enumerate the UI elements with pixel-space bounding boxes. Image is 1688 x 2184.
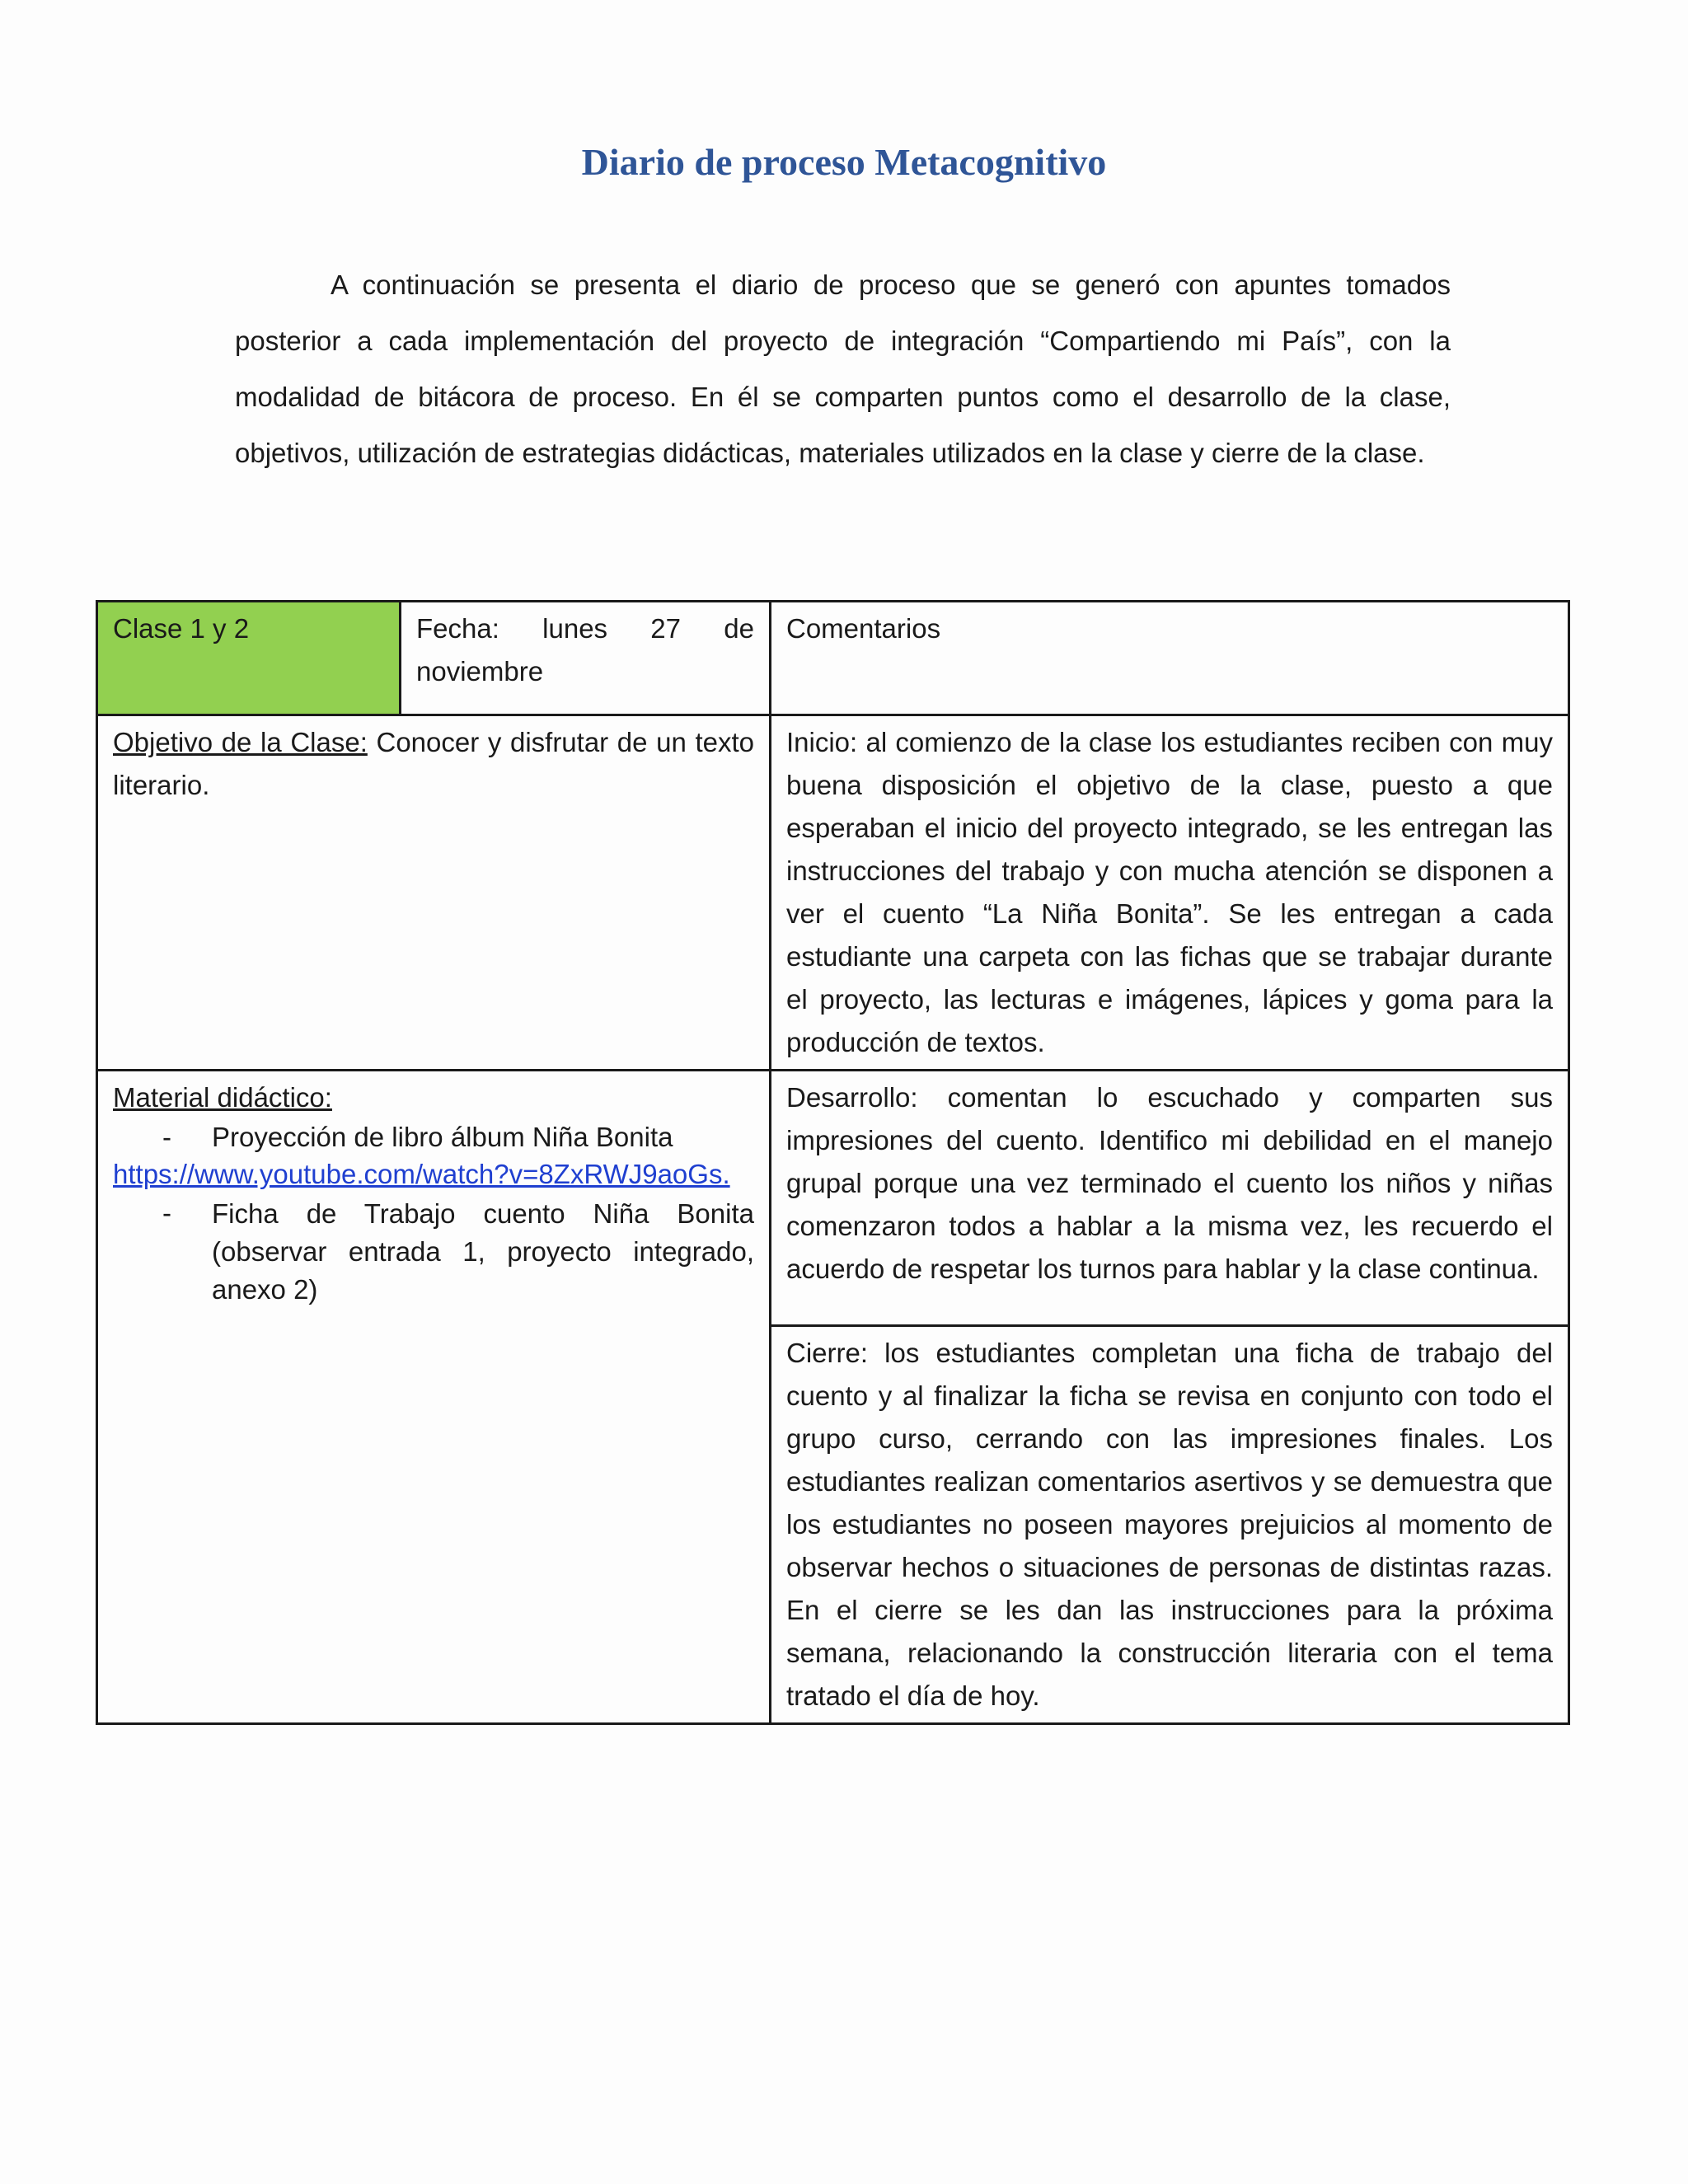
material-label: Material didáctico: bbox=[113, 1082, 332, 1113]
desarrollo-cell: Desarrollo: comentan lo escuchado y comparten sus impresiones del cuento. Identifico mi debilidad en el manejo grupal porque una vez terminado el cuento los niños y niñas comenzaron todos a hablar a la misma vez, les recuerdo el acuerdo de respetar los turnos para hablar y la clase continua. bbox=[771, 1071, 1569, 1326]
material-list bbox=[113, 1119, 754, 1309]
intro-paragraph: A continuación se presenta el diario de proceso que se generó con apuntes tomados posterior a cada implementación del proyecto de integración “Compartiendo mi País”, con la modalidad de bitácora de proceso. En él se comparten puntos como el desarrollo de la clase, objetivos, utilización de estrategias didácticas, materiales utilizados en la clase y cierre de la clase. bbox=[235, 269, 1451, 468]
list-dash: - bbox=[162, 1122, 171, 1152]
list-dash: - bbox=[162, 1197, 171, 1228]
objetivo-cell bbox=[97, 715, 771, 1071]
list-item bbox=[113, 1195, 754, 1309]
comentarios-header: Comentarios bbox=[771, 602, 1569, 715]
material-cell bbox=[97, 1071, 771, 1724]
diary-table bbox=[96, 600, 1570, 1725]
youtube-link[interactable]: https://www.youtube.com/watch?v=8ZxRWJ9aoGs. bbox=[113, 1159, 730, 1189]
cierre-cell: Cierre: los estudiantes completan una ficha de trabajo del cuento y al finalizar la ficha se revisa en conjunto con todo el grupo curso, cerrando con las impresiones finales. Los estudiantes realizan comentarios asertivos y se demuestra que los estudiantes no poseen mayores prejuicios al momento de observar hechos o situaciones de personas de distintas razas. En el cierre se les dan las instrucciones para la próxima semana, relacionando la construcción literaria con el tema tratado el día de hoy. bbox=[771, 1326, 1569, 1724]
material-item-text: Ficha de Trabajo cuento Niña Bonita (observar entrada 1, proyecto integrado, anexo 2) bbox=[212, 1198, 754, 1305]
material-item-text: Proyección de libro álbum Niña Bonita bbox=[212, 1122, 673, 1152]
objetivo-text: Conocer y disfrutar de un texto literario. bbox=[113, 727, 754, 800]
fecha-cell: Fecha: lunes 27 de noviembre bbox=[401, 602, 771, 715]
objetivo-label: Objetivo de la Clase: bbox=[113, 727, 368, 757]
list-item bbox=[113, 1119, 754, 1193]
inicio-cell: Inicio: al comienzo de la clase los estudiantes reciben con muy buena disposición el objetivo de la clase, puesto a que esperaban el inicio del proyecto integrado, se les entregan las instrucciones del trabajo y con mucha atención se disponen a ver el cuento “La Niña Bonita”. Se les entregan a cada estudiante una carpeta con las fichas que se trabajar durante el proyecto, las lecturas e imágenes, lápices y goma para la producción de textos. bbox=[771, 715, 1569, 1071]
clase-cell: Clase 1 y 2 bbox=[97, 602, 401, 715]
page-title: Diario de proceso Metacognitivo bbox=[581, 141, 1107, 183]
